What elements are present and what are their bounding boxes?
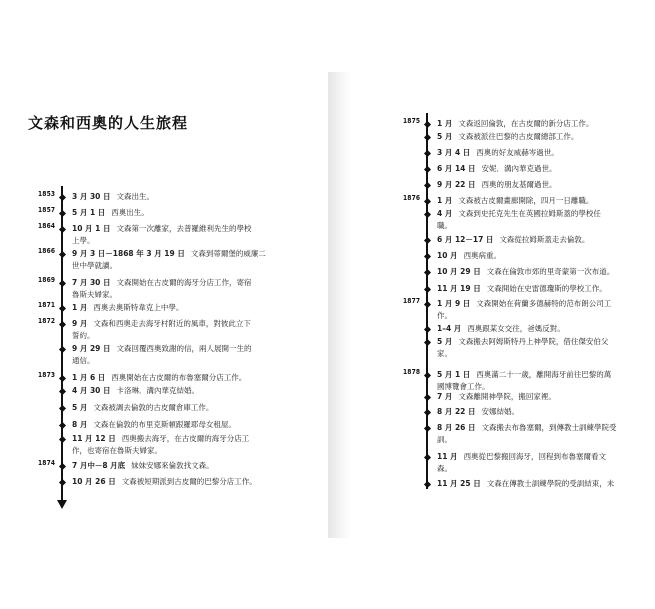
event-date: 1 月 [437,119,453,128]
timeline-event [437,250,501,262]
event-text: 文森被短期派到古皮爾的巴黎分店工作。 [121,477,257,486]
event-text: 文森返回倫敦，在古皮爾的新分店工作。 [458,119,594,128]
event-text: 西奧的好友威赫岑過世。 [476,148,559,157]
timeline-event [437,234,589,246]
event-text: 西奧出生。 [111,208,149,217]
timeline-event [72,248,266,272]
event-date: 7 月 [437,392,453,401]
year-label: 1877 [403,297,421,305]
event-text: 文森被調去倫敦的古皮爾倉庫工作。 [93,403,214,412]
timeline-event [437,391,556,403]
event-line [72,402,213,414]
event-continuation: 誓約。 [72,331,95,340]
book-gutter-shadow [328,72,350,538]
timeline-event [72,402,213,414]
event-line [437,195,593,207]
event-continuation: 通信。 [72,356,95,365]
timeline-event [437,323,565,335]
timeline-event [437,478,614,490]
event-date: 11 月 19 日 [437,284,481,293]
event-line [72,372,246,384]
event-continuation: 作，也寄宿在魯斯夫婦家。 [72,446,162,455]
event-line [437,298,611,310]
timeline-event [72,207,149,219]
event-date: 9 月 29 日 [72,344,111,353]
event-line [72,385,199,397]
event-date: 5 月 [437,337,453,346]
event-date: 1–4 月 [437,324,462,333]
event-line [437,283,607,295]
event-text: 文森第一次離家，去普羅維利先生的學校 [116,224,252,233]
event-date: 7 月 30 日 [72,278,111,287]
timeline-event [437,131,578,143]
event-line [437,131,578,143]
event-date: 3 月 4 日 [437,148,471,157]
year-label: 1876 [403,194,421,202]
event-text: 文森在倫敦市郊的里奇蒙第一次布道。 [486,267,615,276]
event-line [437,451,606,463]
event-continuation: 世中學就讀。 [72,261,117,270]
event-line [72,460,214,472]
timeline-event [437,283,607,295]
event-text: 西奧病重。 [463,251,502,260]
timeline-event [72,343,252,367]
event-text: 文森開始在史雷德瓊斯的學校工作。 [486,284,607,293]
event-line [437,234,589,246]
year-label: 1878 [403,368,421,376]
page-title: 文森和西奧的人生旅程 [28,114,189,132]
event-date: 9 月 3 日－1868 年 3 月 19 日 [72,249,185,258]
event-line [72,318,251,330]
event-text: 西奧從巴黎搬回海牙，回程到布魯塞爾看文 [463,452,607,461]
event-date: 3 月 30 日 [72,192,111,201]
timeline-event [72,460,214,472]
event-date: 1 月 9 日 [437,299,471,308]
event-text: 文森開始在荷蘭多德赫特的范布朗公司工 [476,299,612,308]
event-continuation: 訓。 [437,435,452,444]
event-line [72,302,183,314]
year-label: 1864 [38,222,56,230]
year-label: 1872 [38,317,56,325]
event-line [72,433,249,445]
event-date: 6 月 14 日 [437,164,476,173]
event-continuation: 魯斯夫婦家。 [72,290,117,299]
event-text: 文森出生。 [116,192,154,201]
event-line [437,369,611,381]
event-text: 西奧去奧斯特韋克上中學。 [93,303,184,312]
event-date: 10 月 1 日 [72,224,111,233]
timeline-event [437,163,557,175]
event-date: 8 月 22 日 [437,407,476,416]
timeline-event [437,298,611,322]
event-line [72,476,257,488]
year-label: 1866 [38,247,56,255]
timeline-event [72,277,252,301]
timeline-event [72,223,252,247]
event-date: 9 月 22 日 [437,180,476,189]
timeline-event [437,336,608,360]
event-text: 安娜結婚。 [481,407,519,416]
year-label: 1875 [403,117,421,125]
event-line [72,191,154,203]
event-text: 文森和西奧走去海牙村附近的風車，對彼此立下 [93,319,251,328]
event-text: 西奧的朋友基爾過世。 [481,180,557,189]
event-line [437,323,565,335]
timeline-event [437,179,557,191]
timeline-event [437,369,611,393]
event-date: 1 月 [437,196,453,205]
event-date: 11 月 12 日 [72,434,116,443]
year-label: 1873 [38,371,56,379]
timeline-event [437,147,559,159]
timeline-event [72,385,199,397]
event-line [437,406,519,418]
event-continuation: 森。 [437,464,452,473]
event-text: 文森到史托克先生在英國拉姆斯蓋的學校任 [458,209,601,218]
event-text: 西奧搬去海牙，在古皮爾的海牙分店工 [121,434,250,443]
event-line [437,118,593,130]
event-date: 11 月 [437,452,458,461]
event-line [437,163,557,175]
event-date: 1 月 [72,303,88,312]
event-continuation: 國博覽會工作。 [437,382,490,391]
event-text: 安妮．溝內華克過世。 [481,164,557,173]
event-text: 文森從拉姆斯蓋走去倫敦。 [499,235,590,244]
event-continuation: 職。 [437,221,452,230]
event-line [437,179,557,191]
event-date: 5 月 [437,132,453,141]
event-text: 西奧跟某女交往，爸媽反對。 [467,324,565,333]
event-date: 9 月 [72,319,88,328]
event-date: 8 月 [72,420,88,429]
event-date: 5 月 [72,403,88,412]
event-text: 卡洛琳．溝內華克結婚。 [116,386,199,395]
event-line [437,266,614,278]
timeline-event [437,195,593,207]
year-label: 1853 [38,190,56,198]
timeline-event [437,118,593,130]
event-text: 西奧開始在古皮爾的布魯塞爾分店工作。 [111,373,247,382]
event-date: 10 月 26 日 [72,477,116,486]
timeline-event [437,208,601,232]
event-line [437,391,556,403]
timeline-event [72,419,236,431]
timeline-event [72,476,257,488]
event-text: 文森在倫敦的布里克斯頓跟羅耶母女租屋。 [93,420,236,429]
event-date: 6 月 12－17 日 [437,235,494,244]
event-text: 文森被古皮爾畫廊開除，四月一日離職。 [458,196,594,205]
event-line [437,422,617,434]
event-continuation: 家。 [437,349,452,358]
event-date: 11 月 25 日 [437,479,481,488]
event-text: 文森回覆西奧致謝的信，兩人展開一生的 [116,344,252,353]
year-label: 1874 [38,459,56,467]
event-text: 文森在傳教士訓練學院的受訓結束，未 [486,479,615,488]
year-label: 1871 [38,301,56,309]
event-date: 1 月 6 日 [72,373,106,382]
event-line [72,223,252,235]
event-date: 8 月 26 日 [437,423,476,432]
event-text: 文森搬去布魯塞爾，到傳教士訓練學院受 [481,423,617,432]
event-line [72,248,266,260]
event-text: 文森離開神學院，搬回家裡。 [458,392,556,401]
event-date: 4 月 30 日 [72,386,111,395]
event-line [437,336,608,348]
event-text: 文森開始在古皮爾的海牙分店工作，寄宿 [116,278,252,287]
event-date: 10 月 [437,251,458,260]
event-line [437,147,559,159]
event-line [437,478,614,490]
event-line [72,277,252,289]
year-label: 1857 [38,206,56,214]
timeline-event [72,433,249,457]
timeline-event [437,266,614,278]
event-line [72,343,252,355]
event-line [437,208,601,220]
timeline-event [437,406,519,418]
event-text: 文森搬去阿姆斯特丹上神學院，借住傑安伯父 [458,337,609,346]
event-text: 文森到蒂爾堡的威廉二 [190,249,266,258]
event-date: 5 月 1 日 [437,370,471,379]
event-date: 4 月 [437,209,453,218]
event-line [72,419,236,431]
timeline-event [437,422,617,446]
timeline-event [72,302,183,314]
timeline-event [72,191,154,203]
timeline-event [72,318,251,342]
event-date: 10 月 29 日 [437,267,481,276]
event-line [72,207,149,219]
timeline-arrow-down-icon [57,500,67,509]
timeline-event [72,372,246,384]
event-continuation: 作。 [437,311,452,320]
event-text: 妹妹安娜來倫敦找文森。 [131,461,214,470]
timeline-event [437,451,606,475]
event-date: 7 月中－8 月底 [72,461,126,470]
event-date: 5 月 1 日 [72,208,106,217]
event-text: 西奧滿二十一歲，離開海牙前往巴黎的萬 [476,370,612,379]
event-continuation: 上學。 [72,236,95,245]
event-text: 文森被派往巴黎的古皮爾總部工作。 [458,132,579,141]
event-line [437,250,501,262]
year-label: 1869 [38,276,56,284]
